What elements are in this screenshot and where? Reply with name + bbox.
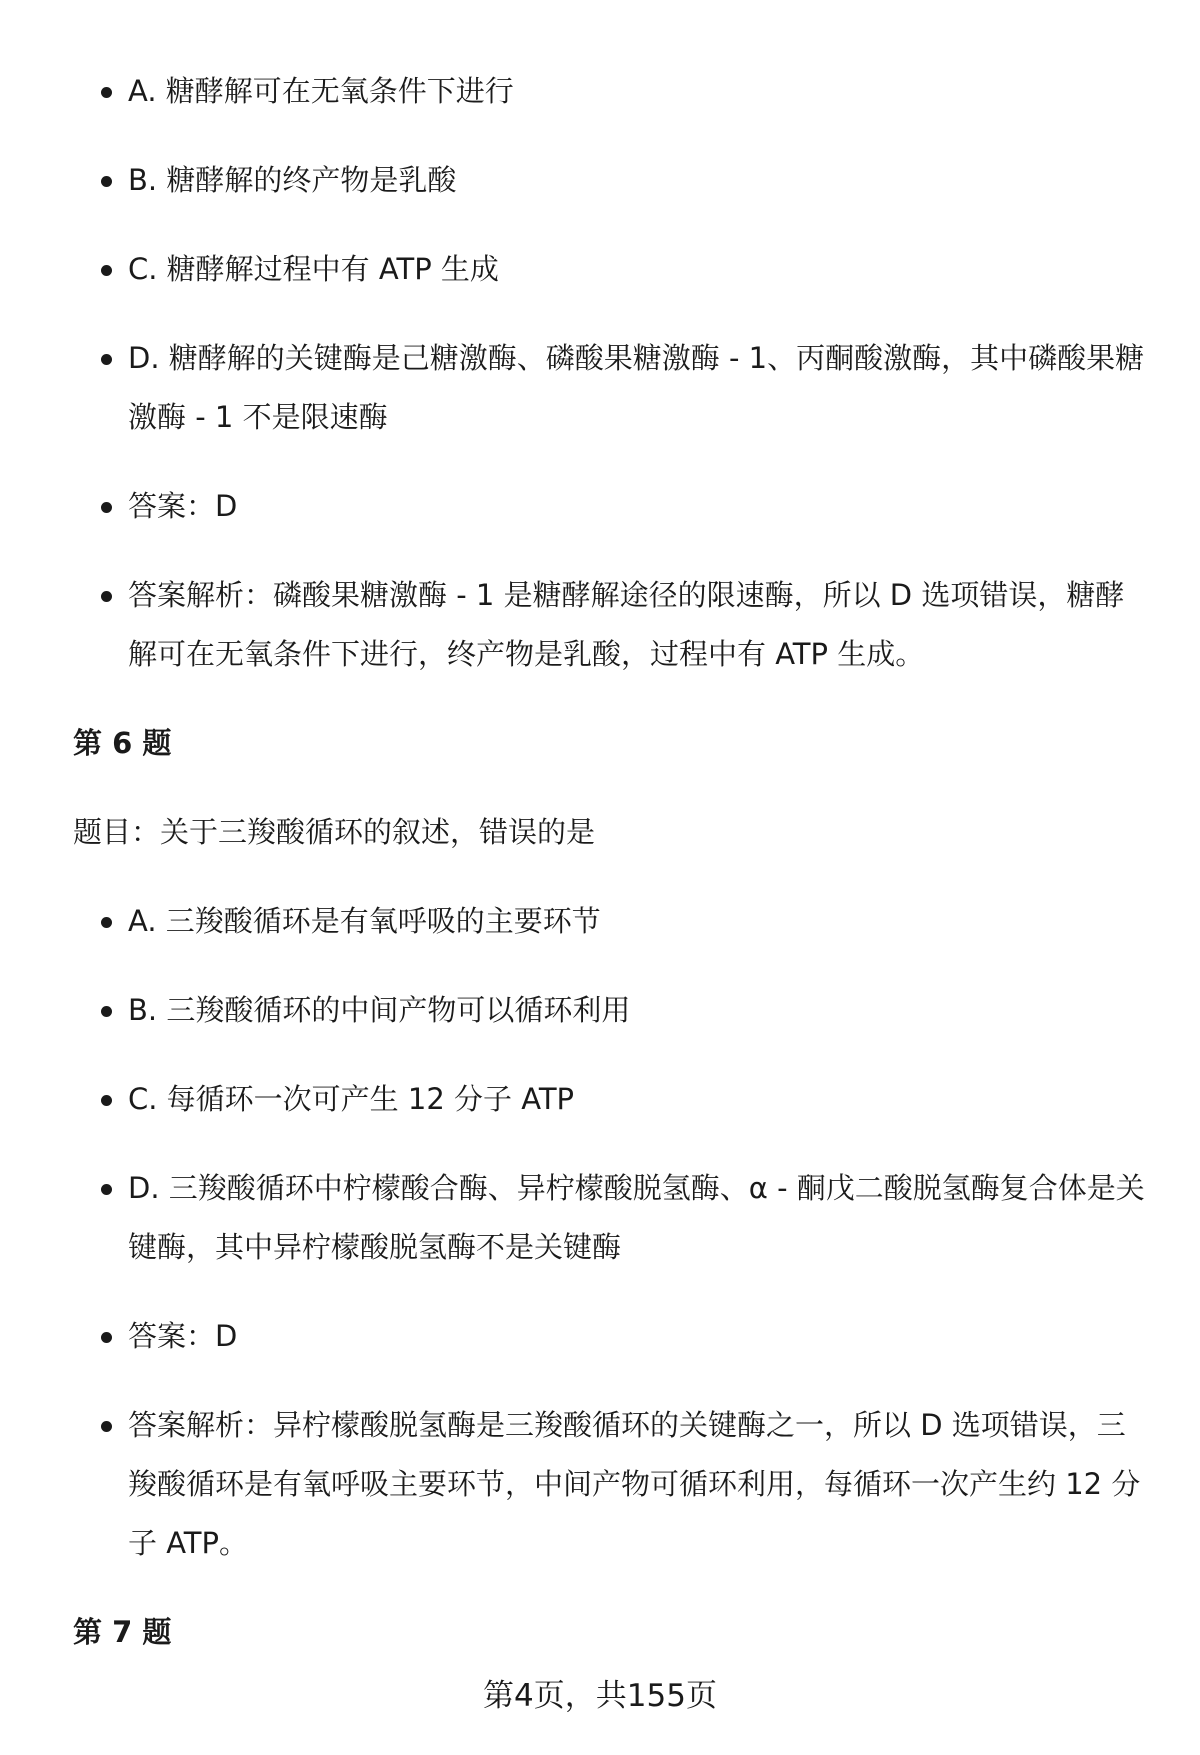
option-a: A. 糖酵解可在无氧条件下进行 bbox=[73, 62, 1153, 121]
answer: 答案：D bbox=[73, 477, 1153, 536]
question-5-list bbox=[73, 62, 1153, 684]
option-d: D. 糖酵解的关键酶是己糖激酶、磷酸果糖激酶 - 1、丙酮酸激酶，其中磷酸果糖激酶 - 1 不是限速酶 bbox=[73, 329, 1153, 447]
option-a: A. 三羧酸循环是有氧呼吸的主要环节 bbox=[73, 892, 1153, 951]
option-b: B. 糖酵解的终产物是乳酸 bbox=[73, 151, 1153, 210]
question-6-heading: 第 6 题 bbox=[73, 726, 172, 760]
option-d: D. 三羧酸循环中柠檬酸合酶、异柠檬酸脱氢酶、α - 酮戊二酸脱氢酶复合体是关键酶，其中异柠檬酸脱氢酶不是关键酶 bbox=[73, 1159, 1153, 1277]
question-6-stem: 题目：关于三羧酸循环的叙述，错误的是 bbox=[73, 815, 596, 849]
option-b: B. 三羧酸循环的中间产物可以循环利用 bbox=[73, 981, 1153, 1040]
answer: 答案：D bbox=[73, 1307, 1153, 1366]
option-c: C. 糖酵解过程中有 ATP 生成 bbox=[73, 240, 1153, 299]
page-number-footer: 第4页，共155页 bbox=[483, 1678, 717, 1714]
page-content bbox=[73, 62, 1153, 1692]
answer-explanation: 答案解析：异柠檬酸脱氢酶是三羧酸循环的关键酶之一，所以 D 选项错误，三羧酸循环是有氧呼吸主要环节，中间产物可循环利用，每循环一次产生约 12 分子 ATP。 bbox=[73, 1396, 1153, 1573]
option-c: C. 每循环一次可产生 12 分子 ATP bbox=[73, 1070, 1153, 1129]
question-6-list bbox=[73, 892, 1153, 1573]
answer-explanation: 答案解析：磷酸果糖激酶 - 1 是糖酵解途径的限速酶，所以 D 选项错误，糖酵解可在无氧条件下进行，终产物是乳酸，过程中有 ATP 生成。 bbox=[73, 566, 1153, 684]
question-7-heading: 第 7 题 bbox=[73, 1615, 172, 1649]
